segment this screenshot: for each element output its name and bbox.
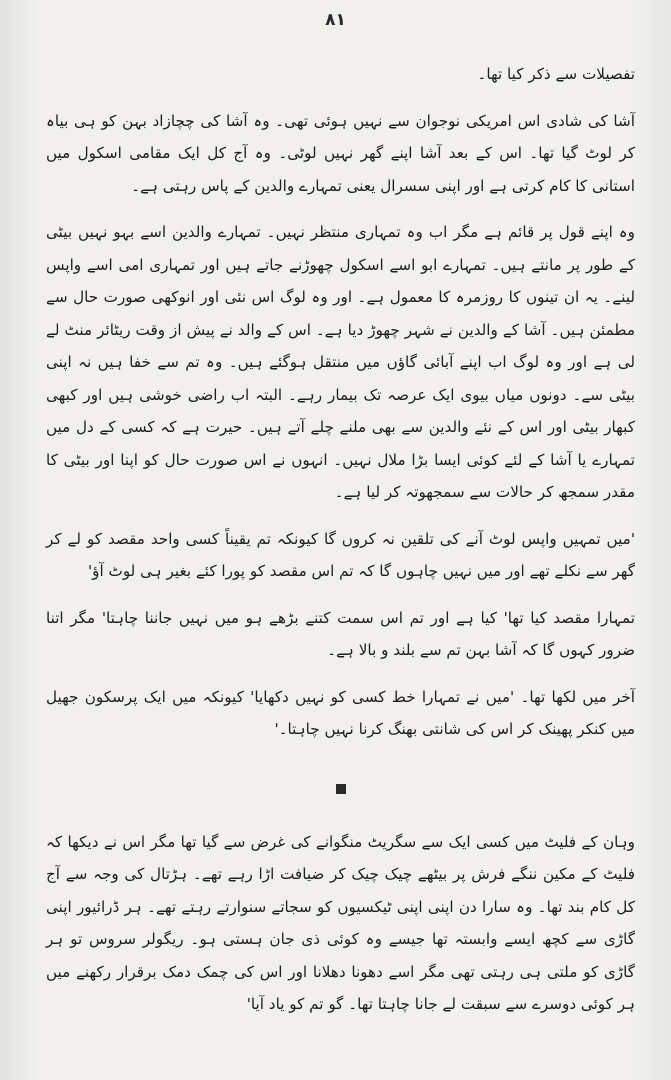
paragraph: وہان کے فلیٹ میں کسی ایک سے سگریٹ منگوانے کی غرض سے گیا تھا مگر اس نے دیکھا کہ فلیٹ کے مکین ننگے فرش پر بیٹھے چیک چیک کر ضیافت اڑا رہے تھے۔ ہڑتال کی وجہ سے آج کل کام بند تھا۔ وہ سارا دن اپنی اپنی ٹیکسیوں کو سجاتے سنوارتے رہتے تھے۔ ہر ڈرائیور اپنی گاڑی سے کچھ ایسے وابستہ تھا جیسے وہ کوئی ذی جان ہستی ہو۔ ریگولر سروس تو ہر گاڑی کو ملتی ہی رہتی تھی مگر اسے دھونا دھلانا اور اس کی چمک دمک برقرار رکھنے میں ہر کوئی دوسرے سے سبقت لے جانا چاہتا تھا۔ گو تم کو یاد آیا' bbox=[46, 832, 635, 1013]
paragraph: تمہارا مقصد کیا تھا' کیا ہے اور تم اس سمت کتنے بڑھے ہو میں نہیں جاننا چاہتا' مگر اتنا ضرور کہوں گا کہ آشا بہن تم سے بلند و بالا ہے۔ bbox=[46, 608, 635, 659]
paragraph: تفصیلات سے ذکر کیا تھا۔ bbox=[477, 65, 635, 83]
paragraph: وہ اپنے قول پر قائم ہے مگر اب وہ تمہاری منتظر نہیں۔ تمہارے والدین اسے بہو نہیں بیٹی کے طور پر مانتے ہیں۔ تمہارے ابو اسے اسکول چھوڑنے جاتے ہیں اور تمہاری امی اسے واپس لینے۔ یہ ان تینوں کا روزمرہ کا معمول ہے۔ اور وہ لوگ اس نئی اور انوکھی صورت حال سے مطمئن ہیں۔ آشا کے والدین نے شہر چھوڑ دیا ہے۔ اس کے والد نے پیش از وقت ریٹائر منٹ لے لی ہے اور وہ لوگ اب اپنے آبائی گاؤں میں منتقل ہوگئے ہیں۔ وہ تم سے خفا ہیں نہ اپنی بیٹی سے۔ دونوں میاں بیوی ایک عرصہ تک بیمار رہے۔ البتہ اب راضی خوشی ہیں اور کبھی کبھار بیٹی اور اس کے نئے والدین سے بھی ملنے چلے آتے ہیں۔ حیرت ہے کہ کسی کے دل میں تمہارے یا آشا کے لئے کوئی ایسا بڑا ملال نہیں۔ انہوں نے اس صورت حال کو اپنا اور بیٹی کا مقدر سمجھ کر حالات سے سمجھوتہ کر لیا ہے۔ bbox=[46, 223, 635, 501]
paragraph: 'میں تمہیں واپس لوٹ آنے کی تلقین نہ کروں گا کیونکہ تم یقیناً کسی واحد مقصد کو لے کر گھر سے نکلے تھے اور میں نہیں چاہوں گا کہ تم اس مقصد کو پورا کئے بغیر ہی لوٹ آؤ' bbox=[46, 529, 635, 580]
section-separator-square bbox=[336, 784, 346, 794]
paragraph: آشا کی شادی اس امریکی نوجوان سے نہیں ہوئی تھی۔ وہ آشا کی چچازاد بہن کو ہی بیاہ کر لوٹ گیا تھا۔ اس کے بعد آشا اپنے گھر نہیں لوٹی۔ وہ آج کل ایک مقامی اسکول میں استانی کا کام کرتی ہے اور اپنی سسرال یعنی تمہارے والدین کے پاس رہتی ہے۔ bbox=[46, 111, 635, 195]
page-number: ۸۱ bbox=[325, 10, 346, 30]
page-text bbox=[46, 58, 635, 1035]
paragraph: آخر میں لکھا تھا۔ 'میں نے تمہارا خط کسی کو نہیں دکھایا' کیونکہ میں ایک پرسکون جھیل میں کنکر پھینک کر اس کی شانتی بھنگ کرنا نہیں چاہتا۔' bbox=[46, 687, 635, 738]
